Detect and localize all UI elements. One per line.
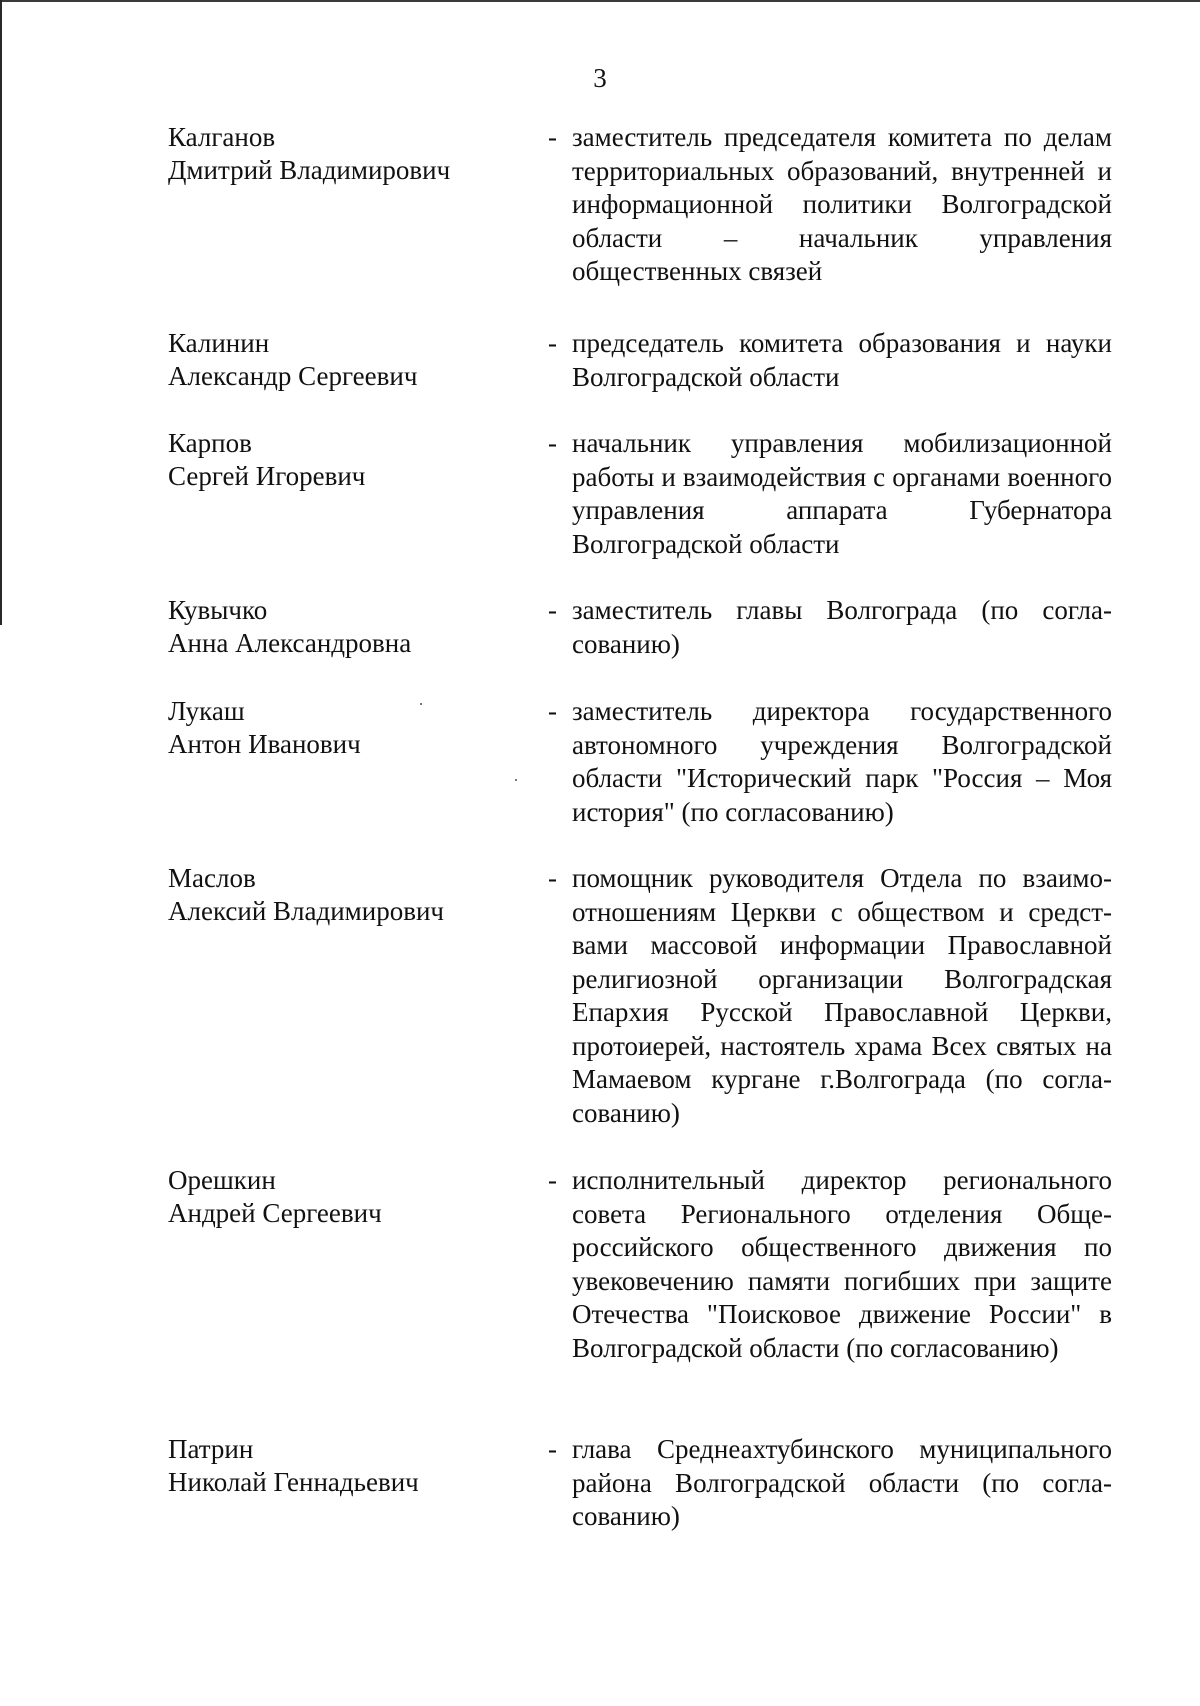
separator-dash: - [548,1434,557,1464]
person-given-names: Александр Сергеевич [168,361,418,391]
position-description: заместитель главы Волгограда (по согласованию) [572,595,1112,659]
person-name [168,327,528,393]
position-description: начальник управления мобилизационной работы и взаимодействия с органами военного управления аппарата Губернатора Волгоградской области [572,428,1112,559]
person-name [168,1164,528,1230]
person-name [168,121,528,187]
position-description: председатель комитета образования и науки Волгоградской области [572,328,1112,392]
scan-speck [515,779,517,781]
person-given-names: Алексий Владимирович [168,896,444,926]
scan-top-edge [0,0,1200,2]
person-surname: Кувычко [168,595,268,625]
person-given-names: Сергей Игоревич [168,461,366,491]
person-given-names: Антон Иванович [168,729,361,759]
person-given-names: Дмитрий Владимирович [168,155,451,185]
person-surname: Калинин [168,328,270,358]
person-surname: Орешкин [168,1165,276,1195]
position-description: помощник руководителя Отдела по взаимоотношениям Церкви с обществом и средствами массовой информации Православной религиозной организации Волгоградская Епархия Русской Православной Церкви, протоиерей, настоятель храма Всех святых на Мамаевом кургане г.Волгограда (по согласованию) [572,863,1112,1128]
person-name [168,862,528,928]
person-surname: Калганов [168,122,276,152]
page-number: 3 [593,63,607,93]
person-name [168,427,528,493]
person-given-names: Анна Александровна [168,628,412,658]
person-surname: Маслов [168,863,256,893]
separator-dash: - [548,328,557,358]
person-given-names: Андрей Сергеевич [168,1198,382,1228]
person-name [168,1433,528,1499]
separator-dash: - [548,863,557,893]
scan-speck [420,703,422,705]
separator-dash: - [548,595,557,625]
separator-dash: - [548,122,557,152]
person-surname: Карпов [168,428,252,458]
separator-dash: - [548,696,557,726]
separator-dash: - [548,1165,557,1195]
person-surname: Патрин [168,1434,254,1464]
person-given-names: Николай Геннадьевич [168,1467,419,1497]
position-description: глава Среднеахтубинского муниципального района Волгоградской области (по согласованию) [572,1434,1112,1531]
person-name [168,695,528,761]
separator-dash: - [548,428,557,458]
position-description: заместитель председателя комитета по делам территориальных образований, внутренней и информационной политики Волгоградской области – начальник управления общественных связей [572,122,1112,286]
position-description: заместитель директора государственного автономного учреждения Волгоградской области "Исторический парк "Россия – Моя история" (по согласованию) [572,696,1112,827]
person-name [168,594,528,660]
position-description: исполнительный директор регионального совета Регионального отделения Общероссийского общественного движения по увековечению памяти погибших при защите Отечества "Поисковое движение России" в Волгоградской области (по согласованию) [572,1165,1112,1363]
person-surname: Лукаш [168,696,245,726]
